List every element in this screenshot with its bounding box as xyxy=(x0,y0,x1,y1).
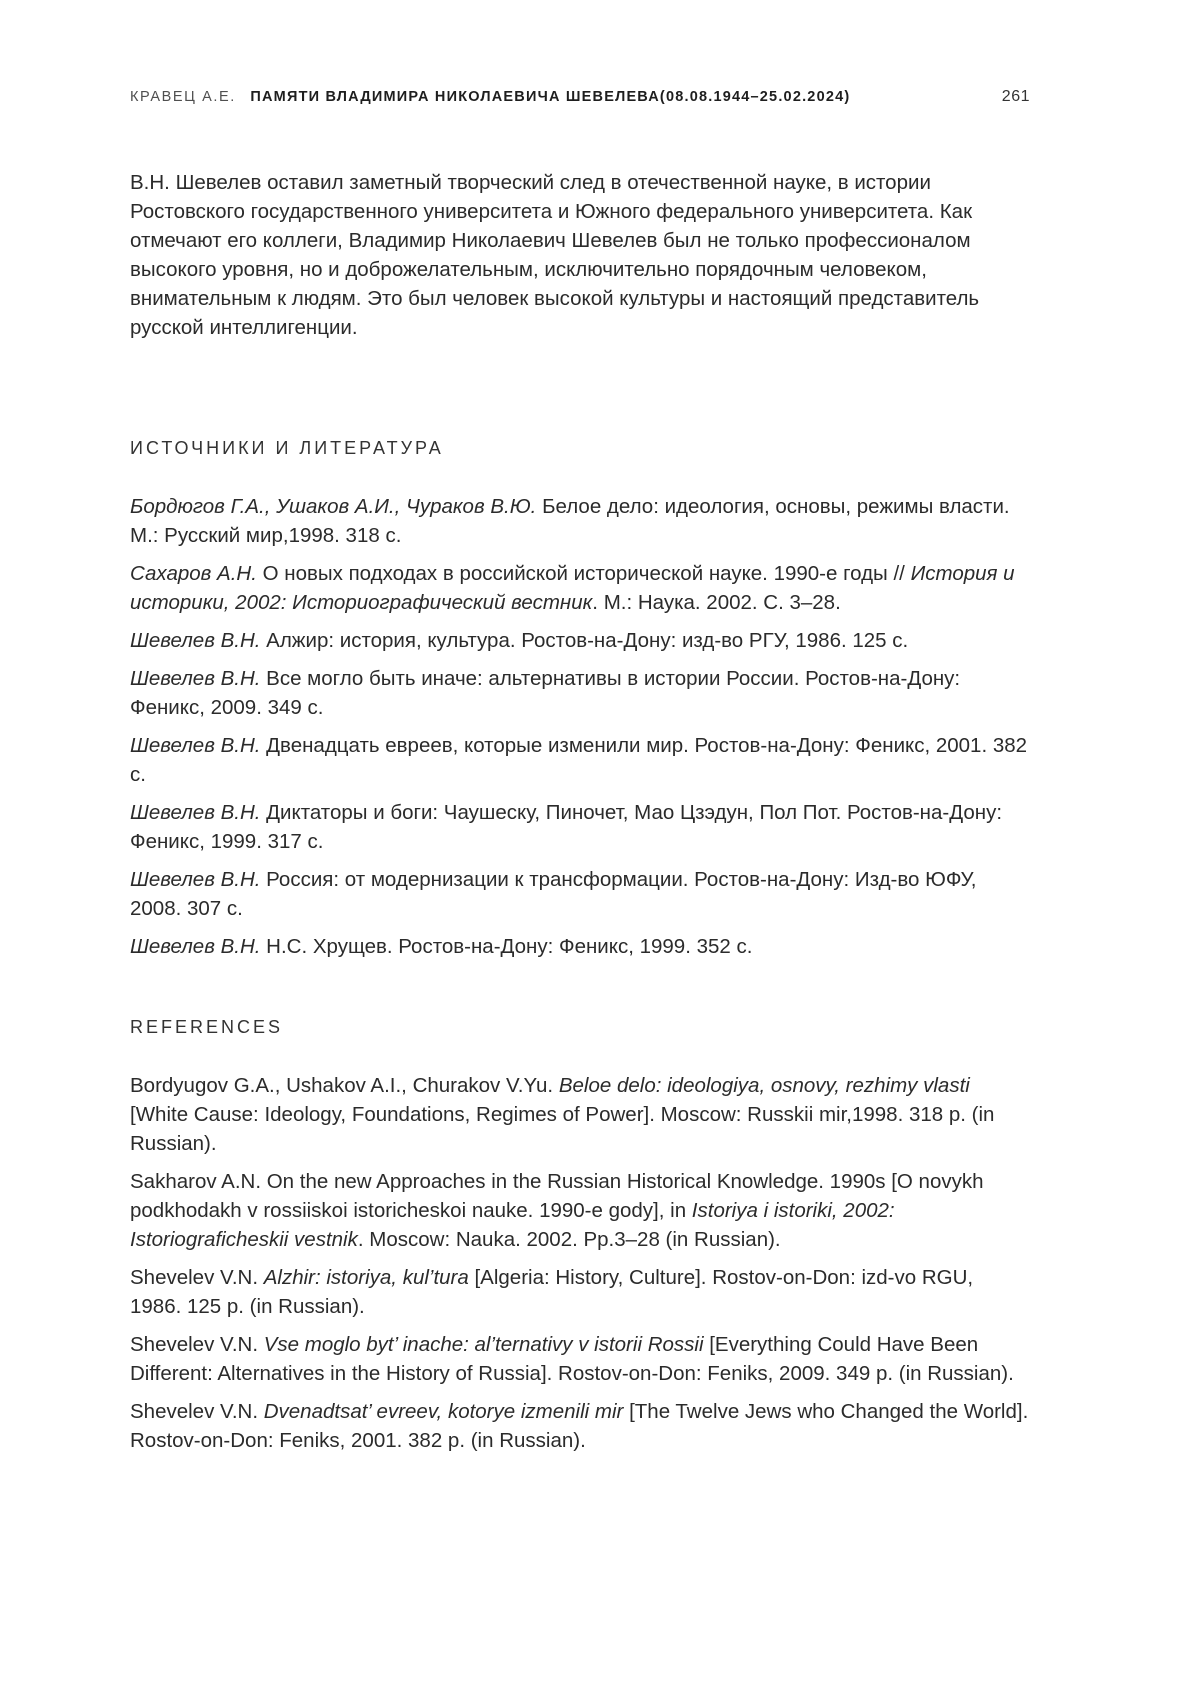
intro-paragraph: В.Н. Шевелев оставил заметный творческий след в отечественной науке, в истории Ростовского государственного университета и Южного федерального университета. Как отмечают его коллеги, Владимир Николаевич Шевелев был не только профессионалом высокого уровня, но и доброжелательным, исключительно порядочным человеком, внимательным к людям. Это был человек высокой культуры и настоящий представитель русской интеллигенции. xyxy=(130,171,980,339)
reference-entry: Shevelev V.N. Vse moglo byt’ inache: al’ternativy v istorii Rossii [Everything Could Have Been Different: Alternatives in the History of Russia]. Rostov-on-Don: Feniks, 2009. 349 p. (in Russian). xyxy=(130,1333,1014,1385)
references-section xyxy=(130,1017,1030,1455)
running-header xyxy=(130,88,1030,106)
reference-entry: Bordyugov G.A., Ushakov A.I., Churakov V.Yu. Beloe delo: ideologiya, osnovy, rezhimy vlasti [White Cause: Ideology, Foundations, Regimes of Power]. Moscow: Russkii mir,1998. 318 p. (in Russian). xyxy=(130,1074,995,1155)
reference-entry: Sakharov A.N. On the new Approaches in the Russian Historical Knowledge. 1990s [O novykh podkhodakh v rossiiskoi istoricheskoi nauke. 1990-e gody], in Istoriya i istoriki, 2002: Istoriograficheskii vestnik. Moscow: Nauka. 2002. Pp.3–28 (in Russian). xyxy=(130,1170,984,1251)
page-content xyxy=(130,88,1030,1455)
source-entry: Шевелев В.Н. Все могло быть иначе: альтернативы в истории России. Ростов-на-Дону: Феникс, 2009. 349 с. xyxy=(130,667,961,719)
running-header-article-title: ПАМЯТИ ВЛАДИМИРА НИКОЛАЕВИЧА ШЕВЕЛЕВА(08.08.1944–25.02.2024) xyxy=(250,89,851,105)
sources-heading: ИСТОЧНИКИ И ЛИТЕРАТУРА xyxy=(130,438,444,458)
source-entry: Шевелев В.Н. Алжир: история, культура. Ростов-на-Дону: изд-во РГУ, 1986. 125 с. xyxy=(130,629,909,652)
references-heading: REFERENCES xyxy=(130,1017,284,1037)
reference-entry: Shevelev V.N. Alzhir: istoriya, kul’tura [Algeria: History, Culture]. Rostov-on-Don: izd-vo RGU, 1986. 125 p. (in Russian). xyxy=(130,1266,974,1318)
page-number: 261 xyxy=(1001,88,1030,105)
source-entry: Шевелев В.Н. Н.С. Хрущев. Ростов-на-Дону: Феникс, 1999. 352 с. xyxy=(130,935,753,958)
running-header-left xyxy=(130,88,850,106)
running-header-author: КРАВЕЦ А.Е. xyxy=(130,89,236,105)
source-entry: Шевелев В.Н. Диктаторы и боги: Чаушеску, Пиночет, Мао Цзэдун, Пол Пот. Ростов-на-Дону: Феникс, 1999. 317 с. xyxy=(130,801,1003,853)
reference-entry: Shevelev V.N. Dvenadtsat’ evreev, kotorye izmenili mir [The Twelve Jews who Changed the World]. Rostov-on-Don: Feniks, 2001. 382 p. (in Russian). xyxy=(130,1400,1029,1452)
source-entry: Бордюгов Г.А., Ушаков А.И., Чураков В.Ю. Белое дело: идеология, основы, режимы власти. М.: Русский мир,1998. 318 с. xyxy=(130,495,1010,547)
source-entry: Шевелев В.Н. Россия: от модернизации к трансформации. Ростов-на-Дону: Изд-во ЮФУ, 2008. 307 с. xyxy=(130,868,977,920)
source-entry: Шевелев В.Н. Двенадцать евреев, которые изменили мир. Ростов-на-Дону: Феникс, 2001. 382 с. xyxy=(130,734,1028,786)
sources-section xyxy=(130,438,1030,961)
source-entry: Сахаров А.Н. О новых подходах в российской исторической науке. 1990-е годы // История и историки, 2002: Историографический вестник. М.: Наука. 2002. С. 3–28. xyxy=(130,562,1015,614)
